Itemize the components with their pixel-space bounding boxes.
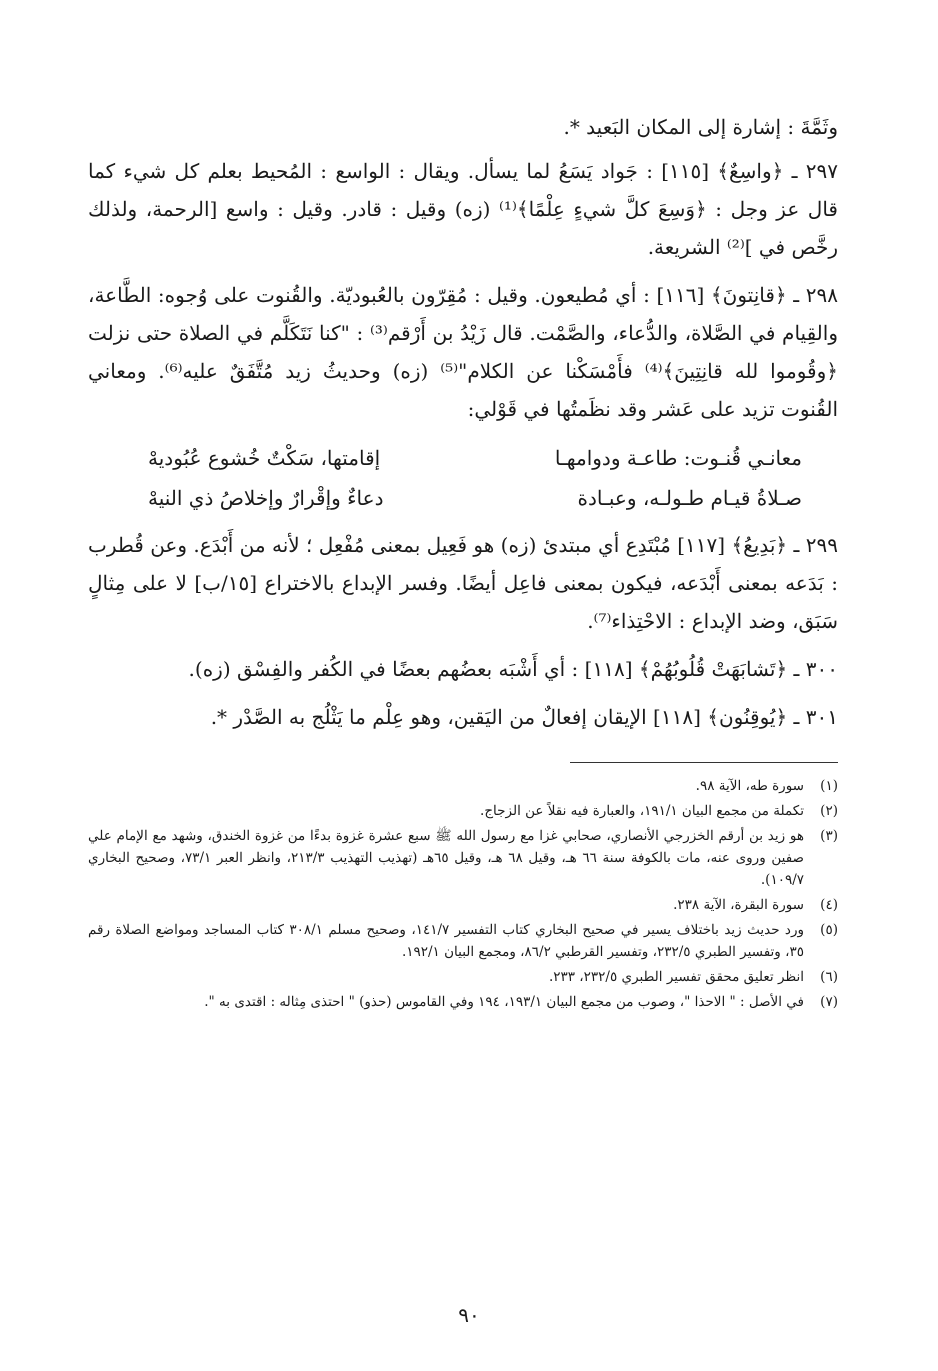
footnote-number: (٢) bbox=[820, 803, 838, 819]
footnote-text: هو زيد بن أرقم الخزرجي الأنصاري، صحابي غزا مع رسول الله ﷺ سبع عشرة غزوة بدءًا من غزوة الخندق، وشهد مع الإمام علي صفين وروى عنه، مات بالكوفة سنة ٦٦ هـ، وقيل ٦٨ هـ، وقيل ٦٥هـ (تهذيب التهذيب ٢١٣/٣، وانظر العبر ٧٣/١، وصحيح البخاري ١٠٩/٧). bbox=[88, 828, 804, 888]
footnotes bbox=[88, 775, 838, 1013]
footnote-number: (٤) bbox=[820, 897, 838, 913]
footnote-text: تكملة من مجمع البيان ١٩١/١، والعبارة فيه نقلاً عن الزجاج. bbox=[480, 803, 804, 819]
footnote bbox=[88, 775, 838, 797]
footnote bbox=[88, 800, 838, 822]
footnote-text: سورة البقرة، الآية ٢٣٨. bbox=[673, 897, 804, 913]
paragraph-297: ٢٩٧ ـ ﴿واسِعٌ﴾ [١١٥] : جَواد يَسَعُ لما يسأل. ويقال : الواسع : المُحيط بعلم كل شيء كما قال عز وجل : ﴿وَسِعَ كلَّ شيءٍ عِلْمًا﴾⁽¹⁾ (زه) وقيل : قادر. وقيل : واسع [الرحمة، ولذلك رخَّص في ]⁽²⁾ الشريعة. bbox=[88, 159, 838, 259]
footnote bbox=[88, 894, 838, 916]
footnote-number: (٧) bbox=[820, 994, 838, 1010]
footnote-number: (١) bbox=[820, 778, 838, 794]
footnote-text: ورد حديث زيد باختلاف يسير في صحيح البخاري كتاب التفسير ١٤١/٧، وصحيح مسلم ٣٠٨/١ كتاب المساجد ومواضع الصلاة رقم ٣٥، وتفسير الطبري ٢٣٢/٥، وتفسير القرطبي ٨٦/٢، ومجمع البيان ١٩٢/١. bbox=[88, 922, 804, 960]
footnote bbox=[88, 919, 838, 963]
paragraph-300: ٣٠٠ ـ ﴿تَشابَهَتْ قُلُوبُهُمْ﴾ [١١٨] : أي أَشْبَه بعضُهم بعضًا في الكُفر والفِسْق (زه). bbox=[188, 657, 838, 681]
verse-hemistich-right: صـلاةُ قيـام طـولـه، وعبـادة bbox=[577, 486, 802, 510]
verse-hemistich-left: إقامتها، سَكْتٌ خُشوع عُبُوديهْ bbox=[148, 446, 381, 470]
paragraph-299: ٢٩٩ ـ ﴿بَدِيعُ﴾ [١١٧] مُبْتَدِع أي مبتدئ (زه) هو فَعِيل بمعنى مُفْعِل ؛ لأنه من أَبْدَع. وعن قُطرب : بَدَعه بمعنى أَبْدَعه، فيكون بمعنى فاعِل أيضًا. وفسر الإبداع بالاختراع [١٥/ب] لا على مِثالٍ سَبَق، وضد الإبداع : الاحْتِذاء⁽⁷⁾. bbox=[88, 533, 838, 633]
footnote-number: (٣) bbox=[820, 828, 838, 844]
footnote-separator bbox=[570, 762, 838, 763]
verse-hemistich-left: دعاءٌ وإقْرارٌ وإخلاصُ ذي النيهْ bbox=[148, 486, 384, 510]
page-number: ٩٠ bbox=[458, 1303, 480, 1327]
footnote-text: سورة طه، الآية ٩٨. bbox=[695, 778, 804, 794]
footnote bbox=[88, 991, 838, 1013]
footnote-number: (٥) bbox=[820, 922, 838, 938]
footnote-text: انظر تعليق محقق تفسير الطبري ٢٣٢/٥، ٢٣٣. bbox=[548, 969, 804, 985]
verse-line bbox=[88, 478, 838, 518]
verse-line bbox=[88, 438, 838, 478]
page-body bbox=[88, 108, 838, 1016]
footnote bbox=[88, 825, 838, 891]
verse-block bbox=[88, 438, 838, 518]
paragraph-298: ٢٩٨ ـ ﴿قانِتونَ﴾ [١١٦] : أي مُطيعون. وقيل : مُقِرّون بالعُبوديّة. والقُنوت على وُجوه: الطَّاعة، والقِيام في الصَّلاة، والدُّعاء، والصَّمْت. قال زَيْدُ بن أَرْقم⁽³⁾ : "كنا نَتَكَلَّم في الصلاة حتى نزلت ﴿وقُوموا لله قانِتِينَ﴾⁽⁴⁾ فأَمْسَكْنا عن الكلام"⁽⁵⁾ (زه) وحديثُ زيد مُتَّفَقٌ عليه⁽⁶⁾. ومعاني القُنوت تزيد على عَشر وقد نظَمتُها في قَوْلي: bbox=[88, 283, 838, 421]
footnote-text: في الأصل : " الاحذا "، وصوب من مجمع البيان ١٩٣/١، ١٩٤ وفي القاموس (حذو) " احتذى مِثاله : اقتدى به ". bbox=[204, 994, 804, 1010]
footnote-number: (٦) bbox=[820, 969, 838, 985]
paragraph-intro: وثَمَّةَ : إشارة إلى المكان البَعيد *. bbox=[563, 115, 838, 139]
verse-hemistich-right: معانـي قُنـوت: طاعـة ودوامهـا bbox=[554, 446, 802, 470]
footnote bbox=[88, 966, 838, 988]
paragraph-301: ٣٠١ ـ ﴿يُوقِنُون﴾ [١١٨] الإيقان إفعالٌ من اليَقين، وهو عِلْم ما يَثْلُج به الصَّدْر *. bbox=[210, 705, 838, 729]
